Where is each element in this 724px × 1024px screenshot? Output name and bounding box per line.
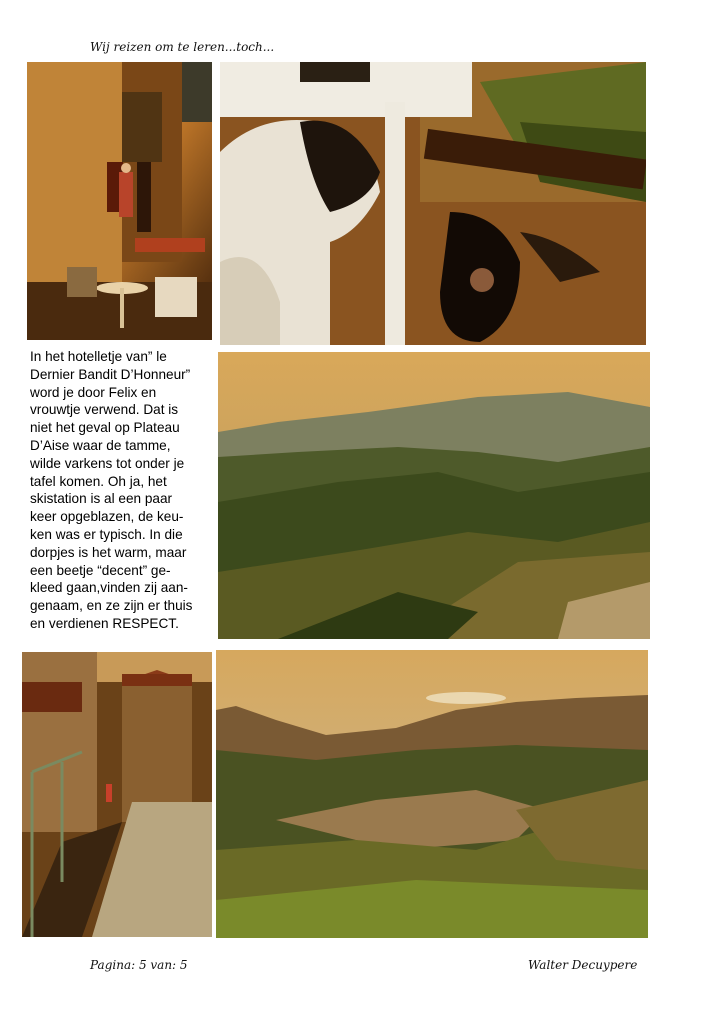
story-line: tafel komen. Oh ja, het <box>30 473 167 489</box>
story-line: niet het geval op Plateau <box>30 420 180 436</box>
page-number: Pagina: 5 van: 5 <box>90 958 188 972</box>
village-stairs-photo <box>22 652 212 937</box>
story-line: In het hotelletje van” le <box>30 349 167 364</box>
story-line: Dernier Bandit D’Honneur” <box>30 366 191 382</box>
mountain-valley-photo <box>218 352 650 639</box>
dog-and-pig-photo <box>220 62 646 345</box>
story-line: wilde varkens tot onder je <box>30 455 185 471</box>
story-line: D’Aise waar de tamme, <box>30 437 171 453</box>
story-text <box>30 348 215 633</box>
hotel-terrace-photo <box>27 62 212 340</box>
story-line: skistation is al een paar <box>30 491 173 507</box>
story-line: keer opgeblazen, de keu- <box>30 509 184 525</box>
story-line: vrouwtje verwend. Dat is <box>30 402 179 418</box>
story-line: ken was er typisch. In die <box>30 526 183 542</box>
page-header: Wij reizen om te leren...toch... <box>90 40 275 54</box>
village-valley-photo <box>216 650 648 938</box>
story-line: een beetje “decent” ge- <box>30 562 171 578</box>
story-line: word je door Felix en <box>30 384 157 400</box>
story-line: dorpjes is het warm, maar <box>30 544 187 560</box>
story-line: en verdienen RESPECT. <box>30 615 179 631</box>
story-line: kleed gaan,vinden zij aan- <box>30 580 188 596</box>
story-line: genaam, en ze zijn er thuis <box>30 598 193 614</box>
author-name: Walter Decuypere <box>528 958 638 972</box>
